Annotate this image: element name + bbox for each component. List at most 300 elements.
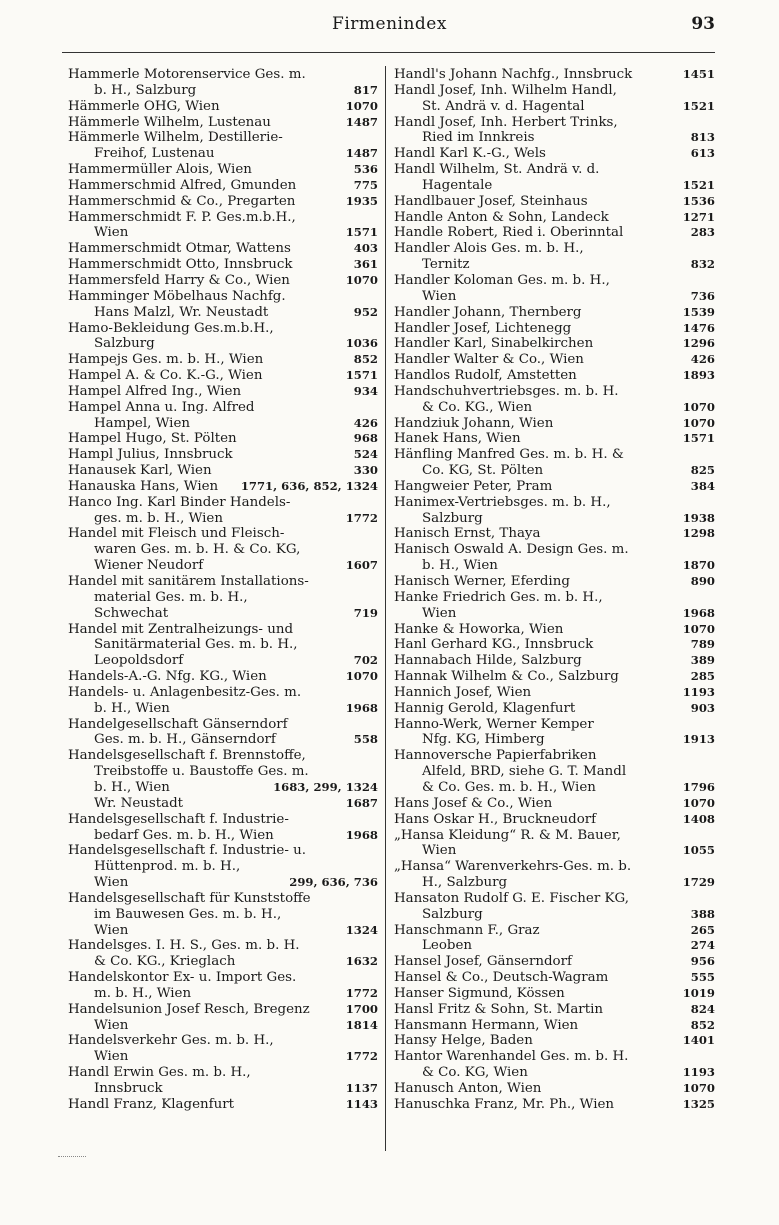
index-entry	[394, 479, 715, 495]
index-entry	[68, 210, 378, 242]
entry-line: & Co. KG., Krieglach	[94, 954, 236, 970]
entry-line: Hampel Anna u. Ing. Alfred	[68, 399, 255, 415]
entry-line: Hantor Warenhandel Ges. m. b. H.	[394, 1049, 629, 1065]
index-entry	[394, 194, 715, 210]
entry-line: Hannich Josef, Wien	[394, 684, 532, 700]
entry-page-ref: 388	[690, 906, 715, 921]
entry-page-ref: 1324	[345, 922, 378, 937]
index-entry	[394, 891, 715, 923]
entry-page-ref: 1521	[682, 177, 715, 192]
entry-page-ref: 813	[690, 130, 715, 145]
index-entry	[394, 1033, 715, 1049]
entry-line: Hampel Alfred Ing., Wien	[68, 383, 242, 399]
entry-line: Handl Josef, Inh. Herbert Trinks,	[394, 114, 618, 130]
entry-line: Hanisch Werner, Eferding	[394, 574, 570, 589]
index-entry	[68, 812, 378, 844]
index-entry	[68, 796, 378, 812]
index-entry	[394, 1081, 715, 1097]
index-entry	[68, 669, 378, 685]
entry-page-ref: 1070	[682, 621, 715, 636]
entry-line: Hannak Wilhelm & Co., Salzburg	[394, 669, 619, 685]
entry-line: Hammerle Motorenservice Ges. m.	[68, 67, 306, 82]
entry-line: b. H., Wien	[422, 558, 498, 574]
entry-line: Handle Anton & Sohn, Landeck	[394, 209, 609, 225]
entry-line: Salzburg	[94, 336, 155, 352]
index-entry	[394, 1049, 715, 1081]
entry-page-ref: 825	[690, 463, 715, 478]
entry-line: Hansl Fritz & Sohn, St. Martin	[394, 1001, 603, 1017]
entry-line: Hamo-Bekleidung Ges.m.b.H.,	[68, 320, 274, 336]
entry-line: Sanitärmaterial Ges. m. b. H.,	[94, 637, 298, 653]
entry-page-ref: 1070	[682, 1081, 715, 1095]
entry-line: Wien	[94, 1049, 129, 1065]
index-entry	[394, 685, 715, 701]
index-entry	[394, 986, 715, 1002]
entry-page-ref: 1968	[682, 605, 715, 620]
index-entry	[394, 669, 715, 685]
index-entry	[68, 463, 378, 479]
entry-line: Hannig Gerold, Klagenfurt	[394, 700, 576, 716]
entry-line: Hämmerle Wilhelm, Destillerie-	[68, 130, 283, 146]
entry-line: Handel mit sanitärem Installations-	[68, 574, 309, 589]
entry-line: Hanusch Anton, Wien	[394, 1081, 542, 1096]
entry-line: Hanausek Karl, Wien	[68, 463, 212, 479]
entry-line: Hanauska Hans, Wien	[68, 478, 219, 494]
entry-page-ref: 1571	[345, 225, 378, 240]
index-entry	[394, 828, 715, 860]
index-entry	[394, 1097, 715, 1113]
entry-line: Wien	[94, 922, 129, 938]
entry-line: Hammersfeld Harry & Co., Wien	[68, 272, 290, 288]
entry-line: Handl Josef, Inh. Wilhelm Handl,	[394, 82, 617, 98]
entry-line: Hansel & Co., Deutsch-Wagram	[394, 970, 609, 986]
index-entry	[68, 526, 378, 574]
entry-line: Innsbruck	[94, 1081, 163, 1096]
entry-line: Handl Karl K.-G., Wels	[394, 146, 546, 162]
index-entry	[68, 447, 378, 463]
index-entry	[394, 748, 715, 796]
entry-line: Handelsverkehr Ges. m. b. H.,	[68, 1033, 274, 1049]
entry-line: Hanuschka Franz, Mr. Ph., Wien	[394, 1096, 615, 1112]
index-entry	[394, 241, 715, 273]
entry-line: H., Salzburg	[422, 875, 508, 891]
entry-page-ref: 330	[353, 463, 378, 478]
entry-line: Wiener Neudorf	[94, 558, 204, 574]
index-entry	[394, 923, 715, 939]
entry-page-ref: 1070	[345, 98, 378, 113]
index-entry	[68, 843, 378, 891]
index-entry	[394, 352, 715, 368]
entry-page-ref: 817	[353, 82, 378, 97]
entry-line: Hämmerle Wilhelm, Lustenau	[68, 114, 271, 130]
index-entry	[394, 368, 715, 384]
entry-page-ref: 824	[690, 1001, 715, 1016]
index-entry	[394, 859, 715, 891]
column-divider	[385, 66, 386, 1151]
entry-line: Handl Erwin Ges. m. b. H.,	[68, 1065, 251, 1081]
entry-line: Hampel Hugo, St. Pölten	[68, 431, 237, 447]
entry-line: Leopoldsdorf	[94, 653, 184, 669]
entry-line: & Co. KG, Wien	[422, 1065, 528, 1081]
entry-line: & Co. Ges. m. b. H., Wien	[422, 779, 596, 795]
entry-line: Hansy Helge, Baden	[394, 1033, 533, 1049]
entry-line: Hanschmann F., Graz	[394, 922, 540, 938]
entry-line: Alfeld, BRD, siehe G. T. Mandl	[422, 764, 627, 780]
index-entry	[68, 938, 378, 970]
entry-line: Handelsgesellschaft für Kunststoffe	[68, 890, 311, 906]
index-entry	[394, 305, 715, 321]
entry-page-ref: 719	[353, 605, 378, 620]
entry-line: Handelsges. I. H. S., Ges. m. b. H.	[68, 938, 300, 954]
entry-line: & Co. KG., Wien	[422, 399, 533, 415]
index-entry	[68, 368, 378, 384]
entry-page-ref: 1935	[345, 193, 378, 208]
entry-page-ref: 1193	[682, 684, 715, 699]
entry-page-ref: 903	[690, 700, 715, 715]
entry-page-ref: 1070	[682, 399, 715, 414]
index-entry	[68, 1002, 378, 1018]
index-entry	[394, 590, 715, 622]
index-entry	[394, 701, 715, 717]
entry-line: Handlbauer Josef, Steinhaus	[394, 193, 588, 209]
index-entry	[68, 622, 378, 670]
index-entry	[68, 289, 378, 321]
entry-page-ref: 555	[690, 970, 715, 985]
entry-page-ref: 1271	[682, 209, 715, 224]
entry-page-ref: 1772	[345, 985, 378, 1000]
entry-line: Schwechat	[94, 605, 169, 621]
index-entry	[68, 273, 378, 289]
entry-page-ref: 426	[353, 415, 378, 430]
index-entry	[68, 321, 378, 353]
entry-line: Handelgesellschaft Gänserndorf	[68, 716, 288, 732]
entry-page-ref: 832	[690, 257, 715, 272]
entry-line: Hampejs Ges. m. b. H., Wien	[68, 352, 264, 368]
entry-line: Freihof, Lustenau	[94, 146, 215, 162]
entry-line: Salzburg	[422, 510, 483, 526]
index-entry	[68, 479, 378, 495]
entry-line: Wien	[422, 288, 457, 304]
index-entry	[68, 1033, 378, 1065]
entry-page-ref: 1536	[682, 193, 715, 208]
index-entry	[68, 241, 378, 257]
entry-line: material Ges. m. b. H.,	[94, 589, 248, 605]
entry-line: Hammerschmidt F. P. Ges.m.b.H.,	[68, 209, 296, 225]
entry-page-ref: 389	[690, 653, 715, 668]
entry-line: Hanek Hans, Wien	[394, 431, 521, 447]
entry-line: m. b. H., Wien	[94, 985, 192, 1001]
entry-line: Wien	[94, 1017, 129, 1033]
entry-line: waren Ges. m. b. H. & Co. KG,	[94, 542, 301, 558]
index-entry	[394, 954, 715, 970]
entry-line: Salzburg	[422, 906, 483, 922]
entry-line: Hanco Ing. Karl Binder Handels-	[68, 494, 291, 510]
index-entry	[394, 653, 715, 669]
entry-line: Handler Johann, Thernberg	[394, 304, 582, 320]
entry-line: Hammerschmid Alfred, Gmunden	[68, 177, 297, 193]
index-entry	[394, 812, 715, 828]
entry-page-ref: 1539	[682, 304, 715, 319]
entry-page-ref: 1687	[345, 795, 378, 810]
entry-line: Hanl Gerhard KG., Innsbruck	[394, 637, 594, 653]
entry-page-ref: 952	[353, 304, 378, 319]
index-entry	[68, 352, 378, 368]
index-entry	[68, 257, 378, 273]
entry-line: Hans Malzl, Wr. Neustadt	[94, 304, 269, 320]
entry-line: ges. m. b. H., Wien	[94, 510, 223, 526]
entry-line: Handl's Johann Nachfg., Innsbruck	[394, 67, 633, 82]
entry-line: Co. KG, St. Pölten	[422, 463, 544, 479]
index-entry	[68, 1065, 378, 1097]
entry-line: Handle Robert, Ried i. Oberinntal	[394, 225, 624, 241]
index-entry	[394, 336, 715, 352]
entry-line: Wien	[422, 605, 457, 621]
entry-page-ref: 536	[353, 162, 378, 177]
entry-line: Wr. Neustadt	[94, 795, 184, 811]
index-entry	[394, 210, 715, 226]
entry-line: Hämmerle OHG, Wien	[68, 98, 220, 114]
entry-page-ref: 852	[353, 352, 378, 367]
entry-page-ref: 403	[353, 241, 378, 256]
entry-page-ref: 1408	[682, 811, 715, 826]
entry-line: Hannabach Hilde, Salzburg	[394, 653, 582, 669]
entry-line: Hänfling Manfred Ges. m. b. H. &	[394, 447, 624, 463]
entry-page-ref: 1632	[345, 954, 378, 969]
index-entry	[68, 384, 378, 400]
entry-line: Hans Oskar H., Bruckneudorf	[394, 811, 597, 827]
entry-line: Hammerschmid & Co., Pregarten	[68, 193, 296, 209]
index-entry	[394, 384, 715, 416]
entry-page-ref: 1143	[345, 1096, 378, 1111]
entry-line: Hanke Friedrich Ges. m. b. H.,	[394, 589, 603, 605]
index-entry	[68, 1097, 378, 1113]
entry-line: Handel mit Fleisch und Fleisch-	[68, 526, 285, 542]
index-entry	[394, 717, 715, 749]
index-entry	[394, 542, 715, 574]
index-entry	[68, 495, 378, 527]
entry-line: Hansaton Rudolf G. E. Fischer KG,	[394, 890, 629, 906]
index-entry	[394, 431, 715, 447]
index-entry	[68, 1018, 378, 1034]
entry-line: Hampel A. & Co. K.-G., Wien	[68, 368, 263, 384]
entry-page-ref: 1070	[682, 415, 715, 430]
index-entry	[394, 146, 715, 162]
index-entry	[68, 748, 378, 796]
index-entry	[394, 1018, 715, 1034]
index-entry	[394, 637, 715, 653]
index-entry	[68, 115, 378, 131]
entry-line: Hammermüller Alois, Wien	[68, 162, 252, 178]
entry-line: „Hansa Kleidung“ R. & M. Bauer,	[394, 827, 621, 843]
entry-line: Handels-A.-G. Nfg. KG., Wien	[68, 669, 267, 685]
entry-page-ref: 934	[353, 383, 378, 398]
index-entry	[68, 130, 378, 162]
entry-line: Hansel Josef, Gänserndorf	[394, 954, 572, 970]
entry-page-ref: 956	[690, 954, 715, 969]
entry-page-ref: 283	[690, 225, 715, 240]
entry-line: Hansmann Hermann, Wien	[394, 1017, 579, 1033]
entry-line: Hanser Sigmund, Kössen	[394, 985, 565, 1001]
entry-line: Hampel, Wien	[94, 415, 191, 431]
entry-page-ref: 1070	[682, 795, 715, 810]
entry-page-ref: 1607	[345, 558, 378, 573]
header-rule	[62, 52, 715, 53]
entry-page-ref: 285	[690, 669, 715, 684]
entry-line: Handl Wilhelm, St. Andrä v. d.	[394, 162, 600, 178]
entry-page-ref: 1070	[345, 669, 378, 684]
entry-line: Handelsgesellschaft f. Brennstoffe,	[68, 748, 306, 764]
entry-line: Handelskontor Ex- u. Import Ges.	[68, 970, 297, 986]
index-entry	[394, 495, 715, 527]
index-entry	[68, 574, 378, 622]
entry-page-ref: 1019	[682, 985, 715, 1000]
index-entry	[394, 447, 715, 479]
entry-page-ref: 361	[353, 257, 378, 272]
entry-page-ref: 426	[690, 352, 715, 367]
entry-page-ref: 1913	[682, 732, 715, 747]
entry-line: St. Andrä v. d. Hagental	[422, 98, 585, 114]
entry-page-ref: 1193	[682, 1065, 715, 1080]
entry-line: Hamminger Möbelhaus Nachfg.	[68, 288, 286, 304]
entry-line: Handelsgesellschaft f. Industrie-	[68, 811, 289, 827]
index-entry	[394, 83, 715, 115]
page-title: Firmenindex	[332, 14, 447, 34]
entry-page-ref: 524	[353, 447, 378, 462]
entry-page-ref: 1772	[345, 510, 378, 525]
entry-line: „Hansa“ Warenverkehrs-Ges. m. b.	[394, 859, 632, 875]
entry-line: Handziuk Johann, Wien	[394, 415, 554, 431]
index-entry	[394, 162, 715, 194]
entry-line: Handler Karl, Sinabelkirchen	[394, 336, 594, 352]
entry-line: b. H., Wien	[94, 779, 170, 795]
entry-page-ref: 852	[690, 1017, 715, 1032]
entry-line: Hammerschmidt Otmar, Wattens	[68, 241, 291, 257]
entry-line: Handels- u. Anlagenbesitz-Ges. m.	[68, 684, 302, 700]
entry-line: Wien	[94, 875, 129, 891]
index-entry	[394, 1002, 715, 1018]
index-entry	[394, 416, 715, 432]
entry-page-ref: 1476	[682, 320, 715, 335]
entry-line: Hagentale	[422, 177, 493, 193]
entry-page-ref: 789	[690, 637, 715, 652]
index-column-right	[394, 67, 715, 1113]
entry-line: Wien	[94, 225, 129, 241]
index-entry	[394, 115, 715, 147]
entry-page-ref: 1968	[345, 827, 378, 842]
entry-line: Hanno-Werk, Werner Kemper	[394, 716, 594, 732]
index-entry	[68, 685, 378, 717]
entry-line: Handler Alois Ges. m. b. H.,	[394, 241, 584, 257]
entry-page-ref: 775	[353, 177, 378, 192]
entry-line: bedarf Ges. m. b. H., Wien	[94, 827, 274, 843]
entry-line: Handel mit Zentralheizungs- und	[68, 621, 294, 637]
entry-line: Handler Walter & Co., Wien	[394, 352, 584, 368]
entry-page-ref: 1571	[345, 368, 378, 383]
entry-line: Hans Josef & Co., Wien	[394, 795, 553, 811]
index-entry	[68, 162, 378, 178]
entry-line: Hanisch Ernst, Thaya	[394, 526, 541, 542]
entry-page-ref: 274	[690, 938, 715, 953]
entry-page-ref: 1298	[682, 526, 715, 541]
entry-line: Leoben	[422, 938, 472, 954]
entry-page-ref: 1521	[682, 98, 715, 113]
entry-line: Handler Koloman Ges. m. b. H.,	[394, 272, 610, 288]
index-entry	[394, 67, 715, 83]
entry-page-ref: 1137	[345, 1081, 378, 1095]
index-column-left	[68, 67, 378, 1113]
entry-line: Hanke & Howorka, Wien	[394, 621, 564, 637]
entry-page-ref: 1814	[345, 1017, 378, 1032]
footer-mark	[58, 1156, 86, 1157]
entry-page-ref: 1487	[345, 146, 378, 161]
entry-line: Handlos Rudolf, Amstetten	[394, 368, 577, 384]
entry-page-ref: 736	[690, 288, 715, 303]
entry-page-ref: 558	[353, 732, 378, 747]
entry-page-ref: 1055	[682, 843, 715, 858]
entry-line: Hanisch Oswald A. Design Ges. m.	[394, 542, 629, 558]
index-entry	[394, 225, 715, 241]
entry-page-ref: 384	[690, 478, 715, 493]
index-entry	[394, 273, 715, 305]
index-entry	[68, 178, 378, 194]
index-entry	[68, 400, 378, 432]
entry-page-ref: 1796	[682, 779, 715, 794]
entry-line: Handelsgesellschaft f. Industrie- u.	[68, 843, 306, 859]
index-entry	[394, 796, 715, 812]
entry-page-ref: 702	[353, 653, 378, 668]
entry-page-ref: 1772	[345, 1049, 378, 1064]
entry-page-ref: 1036	[345, 336, 378, 351]
entry-line: Hanimex-Vertriebsges. m. b. H.,	[394, 494, 611, 510]
entry-page-ref: 1893	[682, 368, 715, 383]
entry-line: Hammerschmidt Otto, Innsbruck	[68, 257, 293, 273]
entry-page-ref: 1325	[682, 1096, 715, 1111]
entry-page-ref: 1487	[345, 114, 378, 129]
index-entry	[68, 67, 378, 99]
entry-page-ref: 1938	[682, 510, 715, 525]
entry-line: Nfg. KG, Himberg	[422, 732, 545, 748]
index-entry	[68, 431, 378, 447]
entry-line: Hüttenprod. m. b. H.,	[94, 859, 241, 875]
entry-page-ref: 1700	[345, 1001, 378, 1016]
entry-line: Handler Josef, Lichtenegg	[394, 320, 572, 336]
index-entry	[394, 321, 715, 337]
entry-line: Treibstoffe u. Baustoffe Ges. m.	[94, 764, 309, 780]
page-number: 93	[691, 14, 715, 34]
entry-page-ref: 1729	[682, 875, 715, 890]
index-entry	[394, 938, 715, 954]
entry-page-ref: 1296	[682, 336, 715, 351]
entry-page-ref: 1870	[682, 558, 715, 573]
entry-line: b. H., Salzburg	[94, 82, 197, 98]
entry-page-ref: 613	[690, 146, 715, 161]
entry-page-ref: 1451	[682, 67, 715, 81]
entry-page-ref: 1771, 636, 852, 1324	[240, 478, 378, 493]
index-entry	[68, 891, 378, 939]
index-entry	[394, 574, 715, 590]
entry-line: Hannoversche Papierfabriken	[394, 748, 597, 764]
entry-page-ref: 1683, 299, 1324	[273, 779, 378, 794]
entry-line: Wien	[422, 843, 457, 859]
entry-line: Handelsunion Josef Resch, Bregenz	[68, 1001, 310, 1017]
entry-page-ref: 1968	[345, 700, 378, 715]
index-entry	[68, 970, 378, 1002]
entry-line: b. H., Wien	[94, 700, 170, 716]
entry-line: Handl Franz, Klagenfurt	[68, 1096, 235, 1112]
entry-page-ref: 1401	[682, 1033, 715, 1048]
index-entry	[68, 717, 378, 749]
entry-page-ref: 1070	[345, 272, 378, 287]
